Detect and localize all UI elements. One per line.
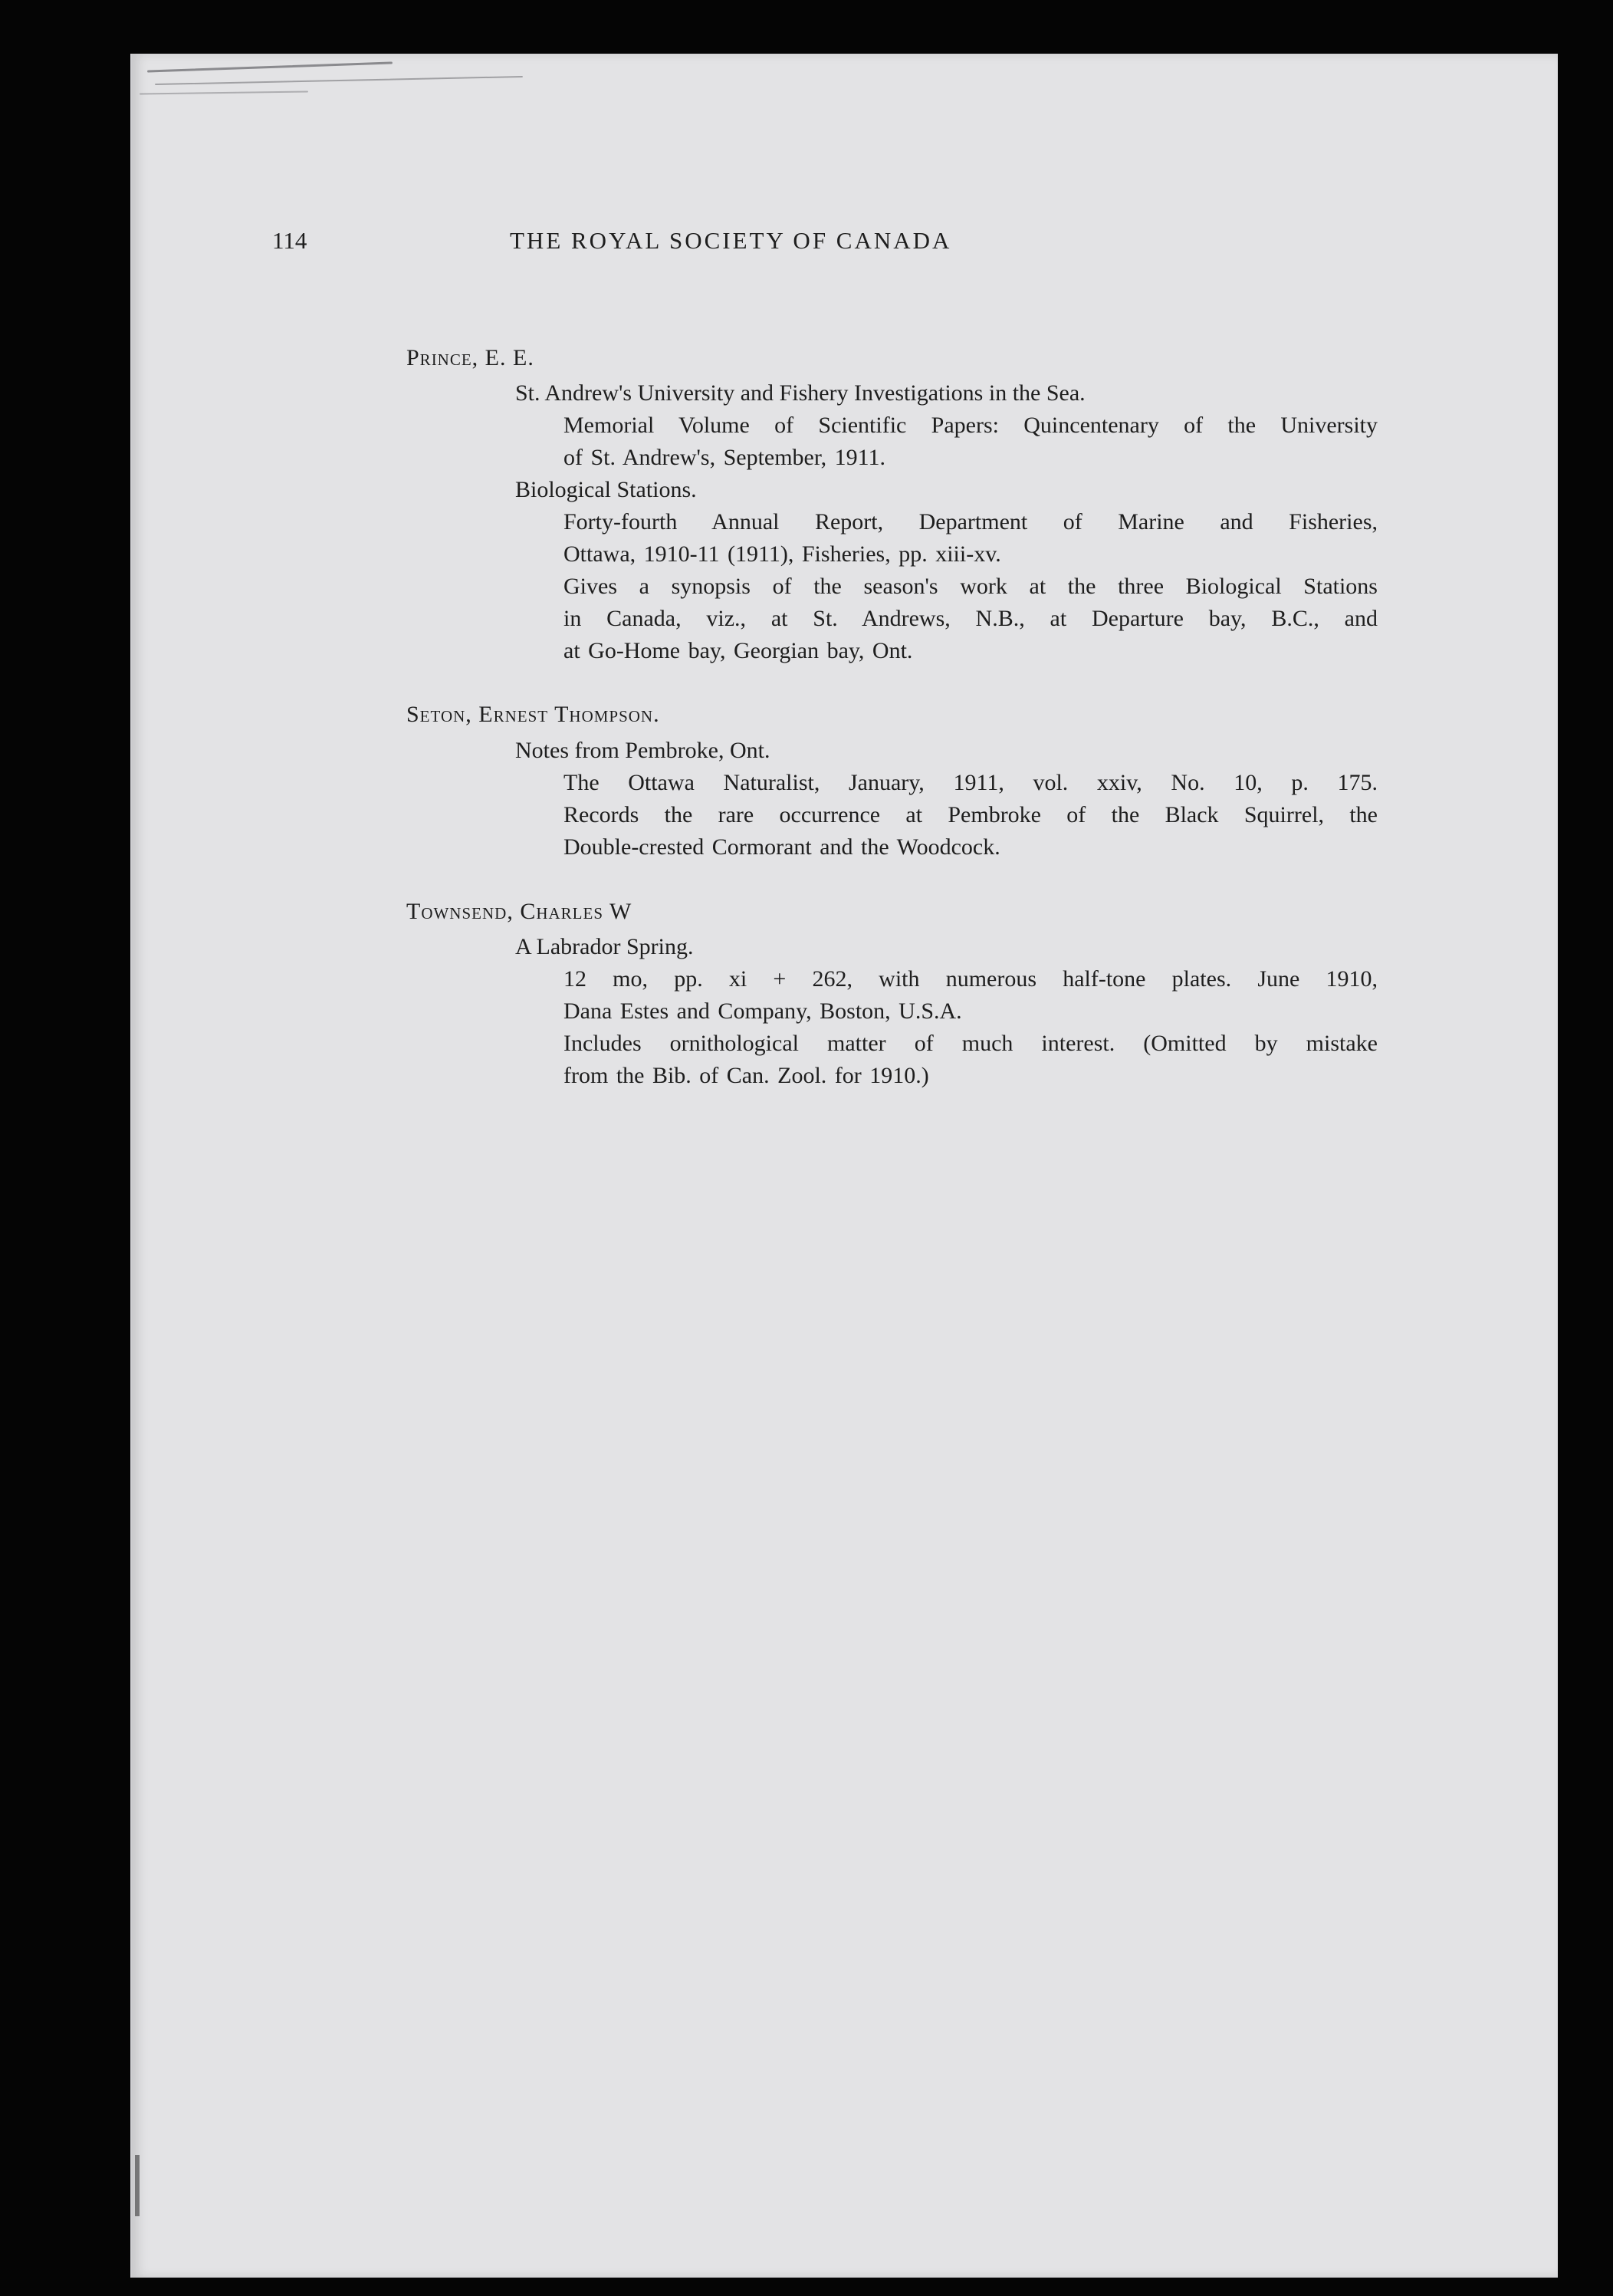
work-title: Notes from Pembroke, Ont. <box>515 738 770 763</box>
entry-author: Seton, Ernest Thompson. <box>406 702 660 727</box>
work-detail-line: The Ottawa Naturalist, January, 1911, vol. xxiv, No. 10, p. 175. <box>563 770 1378 795</box>
work-detail-line: Forty-fourth Annual Report, Department of Marine and Fisheries, <box>563 509 1378 535</box>
work-detail-line: at Go-Home bay, Georgian bay, Ont. <box>563 638 913 663</box>
page-header <box>272 227 1146 265</box>
scan-streak <box>140 90 308 94</box>
scan-streak <box>147 61 393 72</box>
work-detail-line: Double-crested Cormorant and the Woodcock. <box>563 834 1000 860</box>
work-detail-line: Dana Estes and Company, Boston, U.S.A. <box>563 998 962 1024</box>
entry-author: Prince, E. E. <box>406 345 534 370</box>
entry-author: Townsend, Charles W <box>406 899 632 924</box>
work-detail-line: 12 mo, pp. xi + 262, with numerous half-tone plates. June 1910, <box>563 966 1378 992</box>
work-detail-line: Ottawa, 1910-11 (1911), Fisheries, pp. xiii-xv. <box>563 541 1001 567</box>
running-title: THE ROYAL SOCIETY OF CANADA <box>510 227 952 254</box>
work-title: A Labrador Spring. <box>515 934 694 959</box>
work-detail-line: from the Bib. of Can. Zool. for 1910.) <box>563 1063 929 1088</box>
scan-streak <box>155 76 523 85</box>
work-title: St. Andrew's University and Fishery Investigations in the Sea. <box>515 380 1086 406</box>
work-detail-line: Gives a synopsis of the season's work at the three Biological Stations <box>563 574 1378 599</box>
work-detail-line: Includes ornithological matter of much interest. (Omitted by mistake <box>563 1031 1378 1056</box>
work-detail-line: of St. Andrew's, September, 1911. <box>563 445 886 470</box>
work-detail-line: Records the rare occurrence at Pembroke of the Black Squirrel, the <box>563 802 1378 827</box>
work-detail-line: in Canada, viz., at St. Andrews, N.B., at Departure bay, B.C., and <box>563 606 1378 631</box>
work-detail-line: Memorial Volume of Scientific Papers: Quincentenary of the University <box>563 413 1378 438</box>
binding-mark <box>135 2155 140 2216</box>
work-title: Biological Stations. <box>515 477 697 502</box>
page-number: 114 <box>272 227 307 254</box>
